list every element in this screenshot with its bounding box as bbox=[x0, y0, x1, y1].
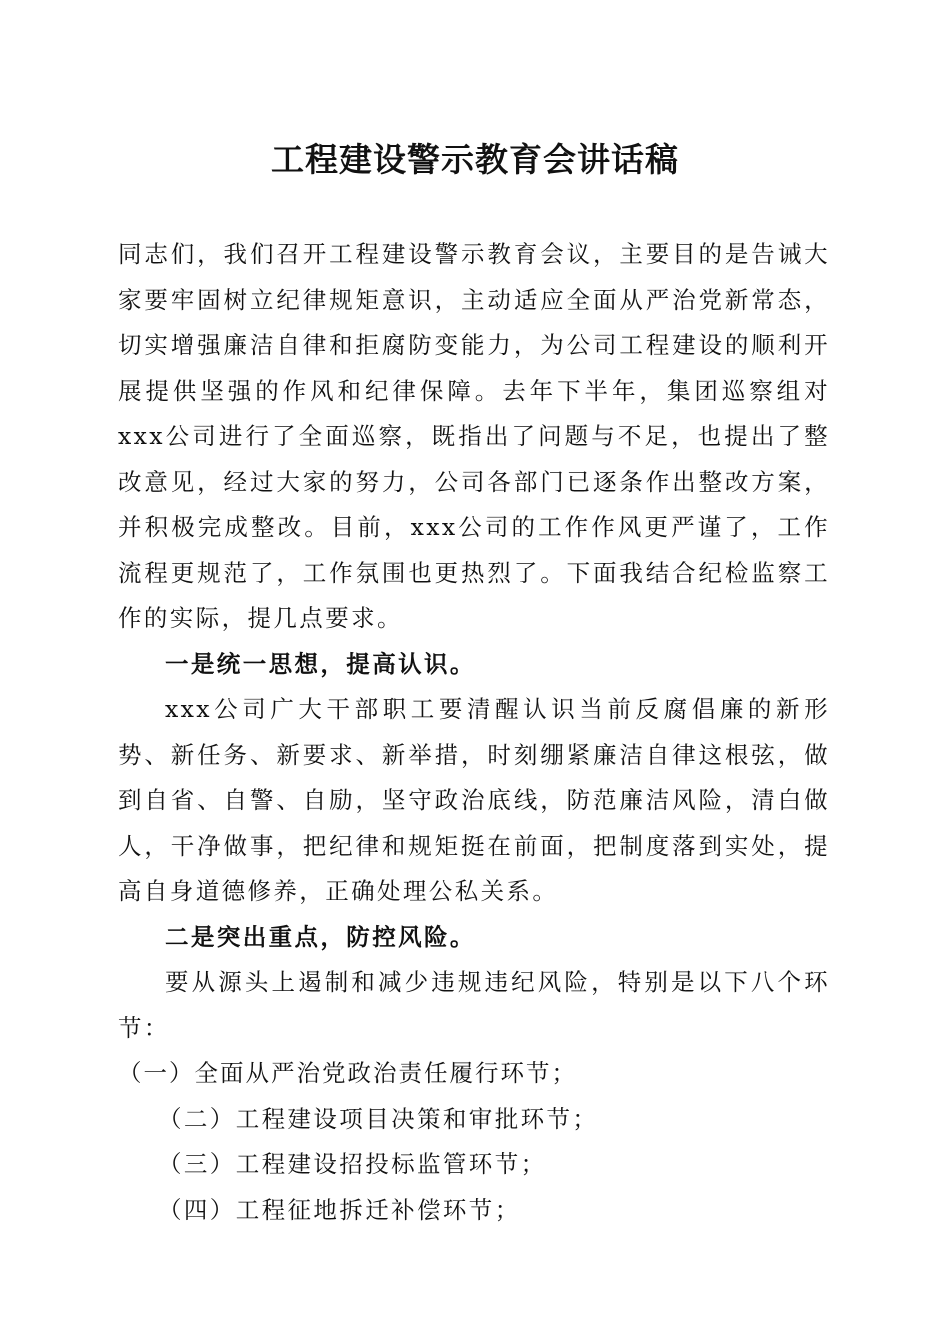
section-heading-one: 一是统一思想，提高认识。 bbox=[165, 649, 476, 678]
document-body bbox=[118, 232, 830, 1233]
section-one-paragraph: xxx公司广大干部职工要清醒认识当前反腐倡廉的新形势、新任务、新要求、新举措，时刻绷紧廉洁自律这根弦，做到自省、自警、自励，坚守政治底线，防范廉洁风险，清白做人，干净做事，把纪律和规矩挺在前面，把制度落到实处，提高自身道德修养，正确处理公私关系。 bbox=[118, 695, 830, 905]
section-heading-two: 二是突出重点，防控风险。 bbox=[165, 922, 476, 951]
opening-paragraph: 同志们，我们召开工程建设警示教育会议，主要目的是告诫大家要牢固树立纪律规矩意识，主动适应全面从严治党新常态，切实增强廉洁自律和拒腐防变能力，为公司工程建设的顺利开展提供坚强的作风和纪律保障。去年下半年，集团巡察组对xxx公司进行了全面巡察，既指出了问题与不足，也提出了整改意见，经过大家的努力，公司各部门已逐条作出整改方案，并积极完成整改。目前，xxx公司的工作作风更严谨了，工作流程更规范了，工作氛围也更热烈了。下面我结合纪检监察工作的实际，提几点要求。 bbox=[118, 240, 830, 632]
list-item: （二）工程建设项目决策和审批环节； bbox=[158, 1104, 599, 1133]
document-title: 工程建设警示教育会讲话稿 bbox=[271, 140, 679, 179]
list-item: （四）工程征地拆迁补偿环节； bbox=[158, 1195, 521, 1224]
list-item: （一）全面从严治党政治责任履行环节； bbox=[118, 1059, 577, 1087]
section-two-paragraph: 要从源头上遏制和减少违规违纪风险，特别是以下八个环节： bbox=[118, 968, 830, 1042]
list-item: （三）工程建设招投标监管环节； bbox=[158, 1150, 547, 1178]
